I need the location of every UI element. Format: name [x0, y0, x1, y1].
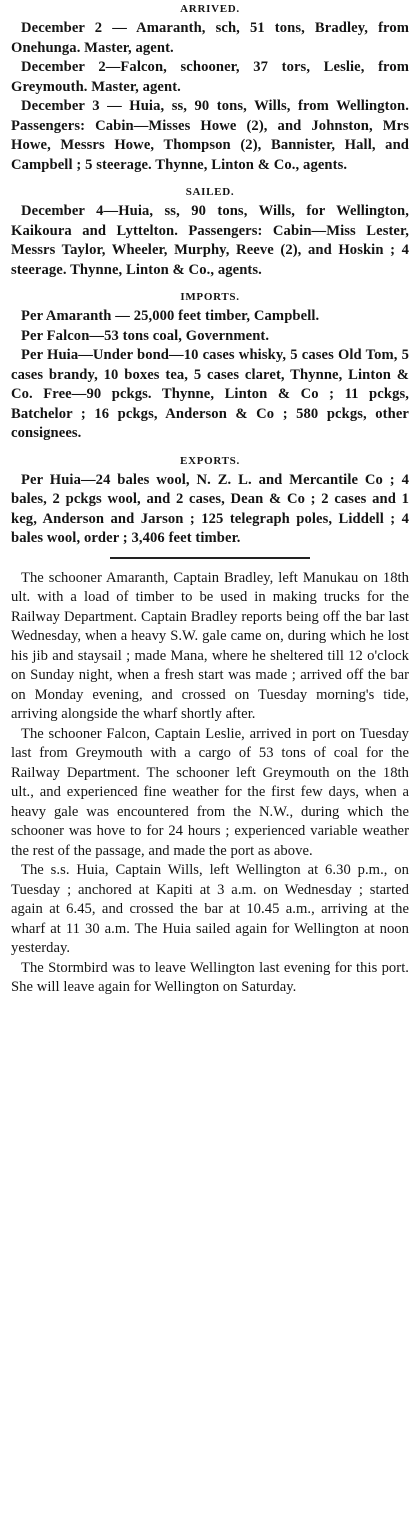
section-heading-exports: EXPORTS. — [180, 454, 240, 467]
spacer — [11, 280, 409, 290]
news-paragraph: The schooner Falcon, Captain Leslie, arrived in port on Tuesday last from Greymouth with a cargo of 53 tons of coal for the Railway Department. The schooner left Greymouth on the 18th ult., and experienced fine weather for the first few days, when a heavy gale was encountered from the N.W., during which the schooner was hove to for 24 hours ; experienced variable weather the rest of the passage, and made the port as above. — [11, 725, 409, 859]
sailing-entry: December 4—Huia, ss, 90 tons, Wills, for Wellington, Kaikoura and Lyttelton. Passengers: Cabin—Miss Lester, Messrs Taylor, Wheeler, Murphy, Reeve (2), and Hoskin ; 4 steerage. Thynne, Linton & Co., agents. — [11, 203, 409, 278]
news-paragraph: The schooner Amaranth, Captain Bradley, left Manukau on 18th ult. with a load of timber to be used in making trucks for the Railway Department. Captain Bradley reports being off the bar last Wednesday, when a heavy S.W. gale came on, during which he lost his jib and staysail ; made Mana, where he sheltered till 12 o'clock on Sunday night, when a fresh start was made ; arrived off the bar on Monday evening, and crossed on Tuesday morning's tide, arriving alongside the wharf shortly after. — [11, 569, 409, 722]
arrival-entry: December 2 — Amaranth, sch, 51 tons, Bradley, from Onehunga. Master, agent. — [11, 20, 409, 56]
import-entry: Per Amaranth — 25,000 feet timber, Campbell. — [21, 308, 320, 324]
import-entry: Per Falcon—53 tons coal, Government. — [21, 327, 270, 344]
news-paragraph: The s.s. Huia, Captain Wills, left Wellington at 6.30 p.m., on Tuesday ; anchored at Kapiti at 3 a.m. on Wednesday ; started again at 6.45, and crossed the bar at 10.45 a.m., arriving at the wharf at 11 30 a.m. The Huia sailed again for Wellington at noon yesterday. — [11, 862, 409, 956]
export-entry: Per Huia—24 bales wool, N. Z. L. and Mercantile Co ; 4 bales, 2 pckgs wool, and 2 cases, Dean & Co ; 2 cases and 1 keg, Anderson and Jarson ; 125 telegraph poles, Liddell ; 4 bales wool, order ; 3,406 feet timber. — [11, 471, 409, 546]
arrival-entry: December 3 — Huia, ss, 90 tons, Wills, from Wellington. Passengers: Cabin—Misses Howe (2), and Johnston, Mrs Howe, Messrs Howe, Thompson (2), Bannister, Hall, and Campbell ; 5 steerage. Thynne, Linton & Co., agents. — [11, 98, 409, 173]
spacer — [11, 444, 409, 454]
arrival-entry: December 2—Falcon, schooner, 37 tors, Leslie, from Greymouth. Master, agent. — [11, 59, 409, 95]
spacer — [11, 175, 409, 185]
sailed-section — [11, 185, 409, 280]
news-paragraph: The Stormbird was to leave Wellington last evening for this port. She will leave again for Wellington on Saturday. — [11, 959, 409, 995]
section-heading-arrived: ARRIVED. — [180, 3, 240, 15]
section-heading-sailed: SAILED. — [185, 186, 235, 198]
section-divider — [110, 557, 310, 559]
shipping-news — [11, 569, 409, 998]
exports-section — [11, 454, 409, 549]
import-entry: Per Huia—Under bond—10 cases whisky, 5 cases Old Tom, 5 cases brandy, 10 boxes tea, 5 cases claret, Thynne, Linton & Co. Free—90 pckgs. Thynne, Linton & Co ; 11 pckgs, Batchelor ; 16 pckgs, Anderson & Co ; 580 pckgs, other consignees. — [11, 347, 409, 441]
imports-section — [11, 290, 409, 444]
arrived-section — [11, 2, 409, 175]
section-heading-imports: IMPORTS. — [180, 291, 240, 303]
